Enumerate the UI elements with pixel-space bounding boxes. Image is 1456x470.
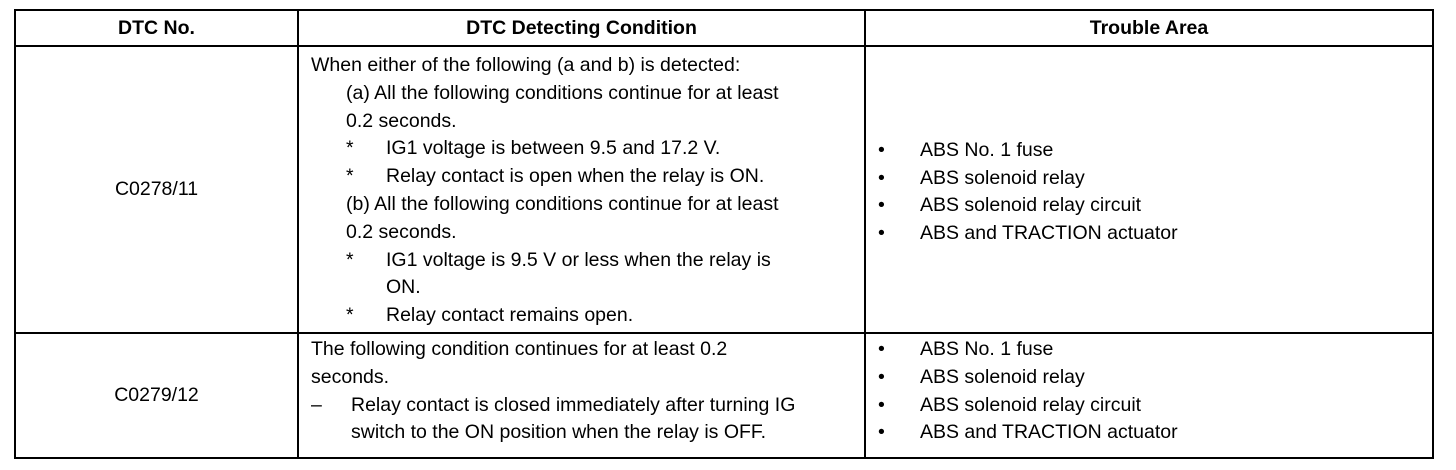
asterisk-marker: * — [346, 165, 354, 188]
trouble-area-text: ABS and TRACTION actuator — [920, 421, 1178, 444]
dtc-code: C0279/12 — [15, 333, 298, 458]
table-row — [15, 333, 1433, 458]
header-condition: DTC Detecting Condition — [298, 10, 865, 46]
asterisk-marker: * — [346, 137, 354, 160]
trouble-area — [865, 46, 1433, 333]
condition-a-item — [311, 163, 864, 191]
asterisk-marker: * — [346, 304, 354, 327]
condition-item-text: IG1 voltage is 9.5 V or less when the relay is — [386, 248, 771, 271]
condition-intro: When either of the following (a and b) is detected: — [311, 54, 741, 76]
condition-item-text: Relay contact remains open. — [386, 304, 634, 327]
condition-b-item — [311, 247, 864, 275]
trouble-area-item — [874, 392, 1432, 420]
condition-b-line1: (b) All the following conditions continue for at least — [346, 192, 779, 215]
dtc-code: C0278/11 — [15, 46, 298, 333]
condition-item-continuation: switch to the ON position when the relay is OFF. — [351, 421, 767, 444]
condition-line1: The following condition continues for at least 0.2 — [311, 337, 728, 360]
condition-a-line2: 0.2 seconds. — [346, 109, 457, 132]
condition-a-line1: (a) All the following conditions continue for at least — [346, 81, 779, 104]
condition-item-text: Relay contact is closed immediately after turning IG — [351, 393, 796, 416]
trouble-area-item — [874, 419, 1432, 447]
trouble-area-item — [874, 192, 1432, 220]
condition-item-text: Relay contact is open when the relay is ON. — [386, 165, 765, 188]
trouble-area — [865, 333, 1433, 458]
trouble-area-text: ABS and TRACTION actuator — [920, 222, 1178, 245]
trouble-area-text: ABS No. 1 fuse — [920, 337, 1054, 360]
header-dtc-no: DTC No. — [15, 10, 298, 46]
trouble-area-text: ABS solenoid relay — [920, 365, 1085, 388]
bullet-marker: • — [878, 166, 885, 189]
bullet-marker: • — [878, 138, 885, 161]
asterisk-marker: * — [346, 248, 354, 271]
header-row — [15, 10, 1433, 46]
trouble-area-text: ABS No. 1 fuse — [920, 138, 1054, 161]
trouble-area-text: ABS solenoid relay — [920, 166, 1085, 189]
condition-b-item — [311, 302, 864, 330]
table-row — [15, 46, 1433, 333]
trouble-area-item — [874, 165, 1432, 193]
trouble-area-text: ABS solenoid relay circuit — [920, 393, 1142, 416]
condition-b-line2: 0.2 seconds. — [346, 220, 457, 243]
header-trouble-area: Trouble Area — [865, 10, 1433, 46]
trouble-area-item — [874, 364, 1432, 392]
trouble-area-item — [874, 336, 1432, 364]
bullet-marker: • — [878, 222, 885, 245]
trouble-area-text: ABS solenoid relay circuit — [920, 194, 1142, 217]
trouble-area-item — [874, 137, 1432, 165]
bullet-marker: • — [878, 393, 885, 416]
bullet-marker: • — [878, 365, 885, 388]
detecting-condition — [298, 46, 865, 333]
detecting-condition — [298, 333, 865, 458]
trouble-area-item — [874, 220, 1432, 248]
condition-item — [311, 392, 864, 420]
bullet-marker: • — [878, 194, 885, 217]
bullet-marker: • — [878, 337, 885, 360]
condition-line2: seconds. — [311, 365, 390, 388]
condition-item-continuation: ON. — [386, 276, 421, 299]
dtc-table — [14, 9, 1434, 459]
condition-item-text: IG1 voltage is between 9.5 and 17.2 V. — [386, 137, 721, 160]
condition-a-item — [311, 135, 864, 163]
dash-marker: – — [311, 393, 322, 416]
bullet-marker: • — [878, 421, 885, 444]
